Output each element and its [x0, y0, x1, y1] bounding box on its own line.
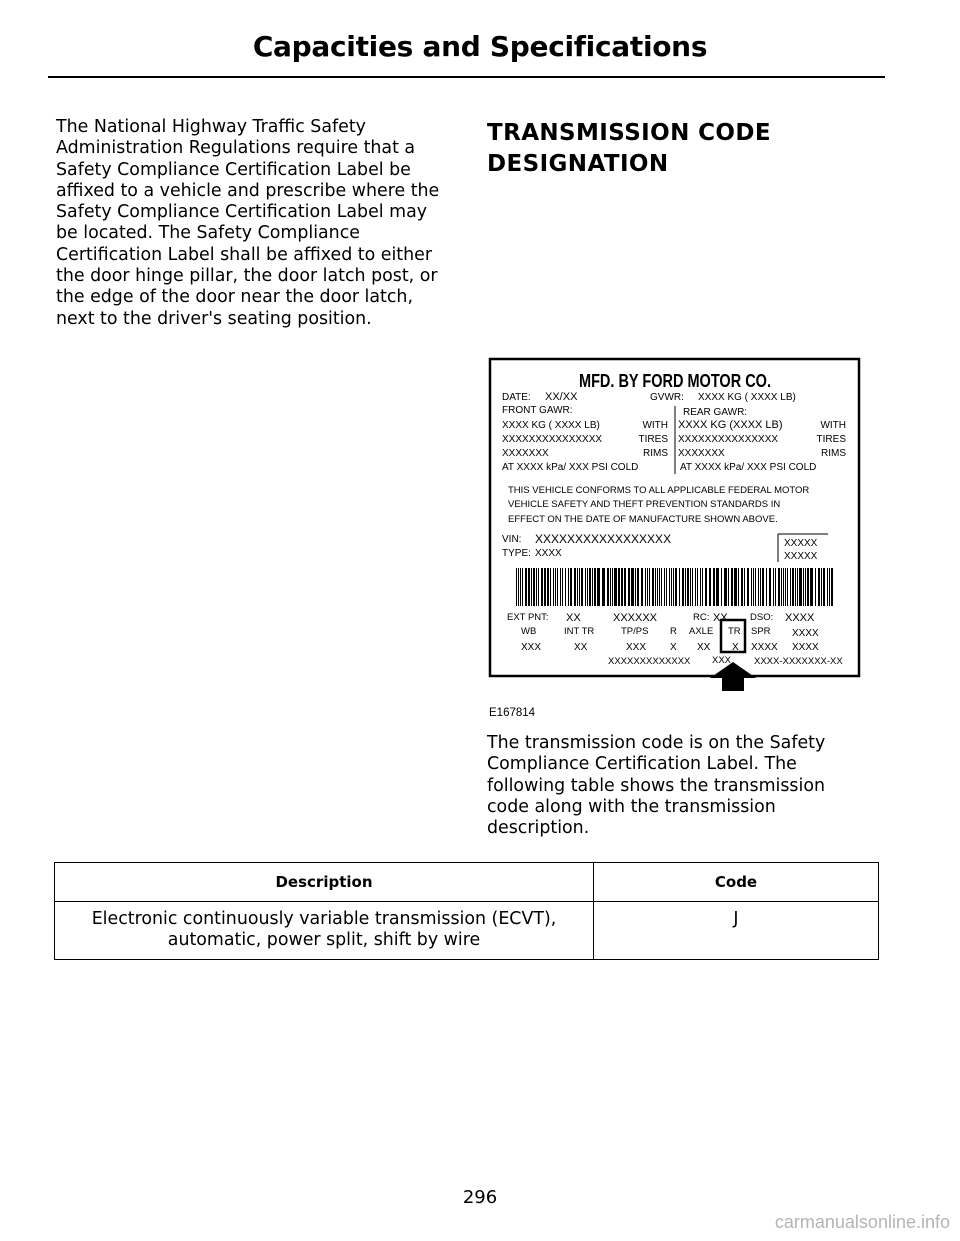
page-number: 296 [462, 1187, 498, 1208]
label-int-tr-value: XX [574, 642, 588, 653]
label-dso-value: XXXX [785, 612, 815, 624]
table-cell-code: J [594, 902, 879, 960]
label-axle-caption: AXLE [689, 626, 714, 637]
label-front-rims: RIMS [643, 448, 668, 459]
label-date-value: XX/XX [545, 391, 578, 403]
label-ext-pnt-caption: EXT PNT: [507, 612, 549, 623]
label-front-tires: TIRES [638, 434, 668, 445]
label-rear-weight: XXXX KG (XXXX LB) [678, 419, 783, 431]
watermark-text: carmanualsonline.info [774, 1212, 950, 1232]
table-header-code: Code [594, 863, 879, 902]
label-rc-caption: RC: [693, 612, 710, 623]
label-date-caption: DATE: [502, 392, 531, 403]
label-tr-caption: TR [728, 626, 741, 637]
table-cell-description: Electronic continuously variable transmission (ECVT), automatic, power split, shift by wire [55, 902, 594, 960]
label-gvwr-caption: GVWR: [650, 392, 684, 403]
header-divider [48, 76, 885, 78]
label-wb-caption: WB [521, 626, 537, 637]
label-front-pressure: AT XXXX kPa/ XXX PSI COLD [502, 462, 639, 473]
label-type-caption: TYPE: [502, 548, 531, 559]
caption-paragraph: The transmission code is on the Safety Compliance Certification Label. The following table shows the transmission code along with the transmission description. [487, 733, 826, 839]
label-rear-pressure: AT XXXX kPa/ XXX PSI COLD [680, 462, 817, 473]
section-heading [487, 118, 847, 180]
transmission-code-table [54, 862, 879, 960]
label-front-weight: XXXX KG ( XXXX LB) [502, 420, 600, 431]
label-r-value: X [670, 642, 677, 653]
label-r-caption: R [670, 626, 677, 637]
label-front-tire-size: XXXXXXXXXXXXXXX [502, 434, 603, 445]
label-wb-value: XXX [521, 642, 542, 653]
label-rear-tire-size: XXXXXXXXXXXXXXX [678, 434, 779, 445]
label-rear-gawr: REAR GAWR: [683, 407, 748, 418]
label-rear-tires: TIRES [816, 434, 846, 445]
label-tp-ps-value: XXX [626, 642, 647, 653]
label-rear-rims: RIMS [821, 448, 846, 459]
table-header-description: Description [55, 863, 594, 902]
label-tp-ps-caption: TP/PS [621, 626, 649, 637]
label-rc-value: XX [713, 612, 728, 624]
label-code-box-line-2: XXXXX [784, 551, 818, 562]
label-conformity-line-3: EFFECT ON THE DATE OF MANUFACTURE SHOWN ABOVE. [508, 514, 778, 525]
label-spr-extra-1: XXXX [792, 628, 819, 639]
label-conformity-line-2: VEHICLE SAFETY AND THEFT PREVENTION STANDARDS IN [508, 499, 781, 510]
label-tr-value: X [732, 642, 739, 653]
label-vin-value: XXXXXXXXXXXXXXXXX [535, 532, 672, 546]
label-front-rim-size: XXXXXXX [502, 448, 549, 459]
label-bottom-right-code: XXXX-XXXXXXX-XX [754, 656, 843, 667]
intro-paragraph: The National Highway Traffic Safety Administration Regulations require that a Safety Compliance Certification Label be affixed to a vehicle and prescribe where the Safety Compliance Certification Label may be located. The Safety Compliance Certification Label shall be affixed to either the door hinge pillar, the door latch post, or the edge of the door near the door latch, next to the driver's seating position. [56, 117, 440, 329]
label-axle-value: XX [697, 642, 711, 653]
label-xxxxxx-value: XXXXXX [613, 612, 658, 624]
label-dso-caption: DSO: [750, 612, 774, 623]
label-bottom-left-code: XXXXXXXXXXXXX [608, 656, 691, 667]
section-heading-line-1: TRANSMISSION CODE [487, 120, 771, 146]
label-rear-with: WITH [820, 420, 846, 431]
label-code-box-line-1: XXXXX [784, 538, 818, 549]
label-ext-pnt-value: XX [566, 612, 581, 624]
page-title: Capacities and Specifications [252, 30, 708, 63]
label-int-tr-caption: INT TR [564, 626, 595, 637]
label-rear-rim-size: XXXXXXX [678, 448, 725, 459]
section-heading-line-2: DESIGNATION [487, 151, 669, 177]
label-front-with: WITH [642, 420, 668, 431]
label-spr-caption: SPR [751, 626, 771, 637]
label-front-gawr: FRONT GAWR: [502, 405, 573, 416]
figure-id: E167814 [489, 707, 536, 719]
label-bottom-mid-code: XXX [712, 655, 732, 666]
label-spr-extra-2: XXXX [792, 642, 819, 653]
label-type-value: XXXX [535, 548, 562, 559]
table-header-row [55, 863, 879, 902]
label-manufacturer: MFD. BY FORD MOTOR CO. [579, 371, 771, 391]
label-gvwr-value: XXXX KG ( XXXX LB) [698, 392, 796, 403]
label-spr-value: XXXX [751, 642, 778, 653]
safety-certification-label [488, 356, 863, 701]
label-conformity-line-1: THIS VEHICLE CONFORMS TO ALL APPLICABLE FEDERAL MOTOR [508, 485, 810, 496]
label-vin-caption: VIN: [502, 534, 522, 545]
table-row [55, 902, 879, 960]
